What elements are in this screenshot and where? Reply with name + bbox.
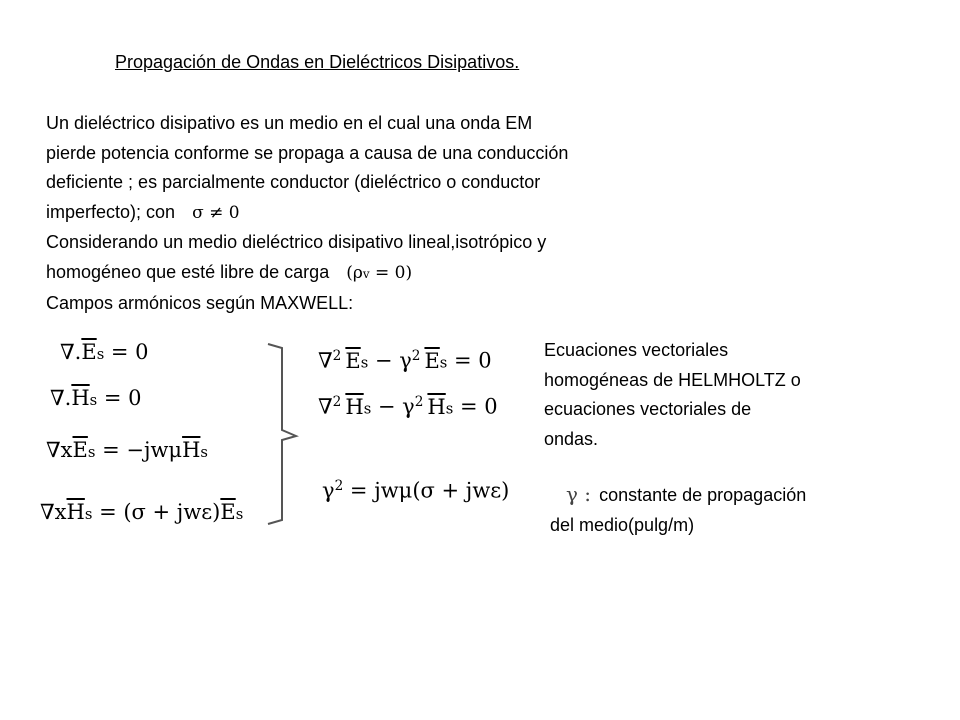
- helmholtz-description: Ecuaciones vectoriales homogéneas de HELMHOLTZ o ecuaciones vectoriales de ondas.: [544, 340, 801, 449]
- intro-line: [46, 198, 706, 229]
- intro-line-text: homogéneo que esté libre de carga: [46, 261, 330, 282]
- bracket: [262, 340, 302, 530]
- intro-line-text: imperfecto); con: [46, 201, 176, 222]
- intro-line: [46, 258, 706, 290]
- intro-paragraph: [46, 109, 706, 319]
- intro-line: Campos armónicos según MAXWELL:: [46, 293, 354, 313]
- intro-line: pierde potencia conforme se propaga a causa de una conducción: [46, 142, 569, 163]
- helmholtz-equation-e: ∇$^2$ $\overline{E}s - \gamma^2$ $\overline{E}s = 0$: [318, 348, 492, 373]
- maxwell-equation-curl-e: $\nabla x\overline{E}s = -jw\mu\overline{H}s$: [46, 438, 208, 462]
- propagation-constant-note: γ : constante de propagación del medio(pulg/m): [550, 482, 807, 535]
- page-title: Propagación de Ondas en Dieléctricos Disipativos.: [115, 52, 520, 72]
- intro-line: deficiente ; es parcialmente conductor (dieléctrico o conductor: [46, 172, 541, 192]
- charge-free-formula: (ρv = 0): [346, 262, 413, 283]
- maxwell-equation-div-h: $\nabla.\overline{H}s = 0$: [50, 386, 142, 410]
- propagation-constant-equation: $\gamma^2 = jw\mu(\sigma + jw\varepsilon)$: [322, 478, 510, 503]
- helmholtz-equation-h: ∇$^2$ $\overline{H}s - \gamma^2$ $\overline{H}s = 0$: [318, 394, 498, 419]
- maxwell-equation-div-e: $\nabla.\overline{E}s = 0$: [60, 340, 149, 364]
- maxwell-equation-curl-h: $\nabla x\overline{H}s = (\sigma + jw\varepsilon)\overline{E}s$: [40, 500, 244, 524]
- gamma-symbol: γ :: [566, 482, 592, 506]
- sigma-nonzero-formula: σ ≠ 0: [192, 202, 240, 223]
- intro-line: Considerando un medio dieléctrico disipativo lineal,isotrópico y: [46, 232, 547, 252]
- intro-line: Un dieléctrico disipativo es un medio en el cual una onda EM: [46, 113, 533, 133]
